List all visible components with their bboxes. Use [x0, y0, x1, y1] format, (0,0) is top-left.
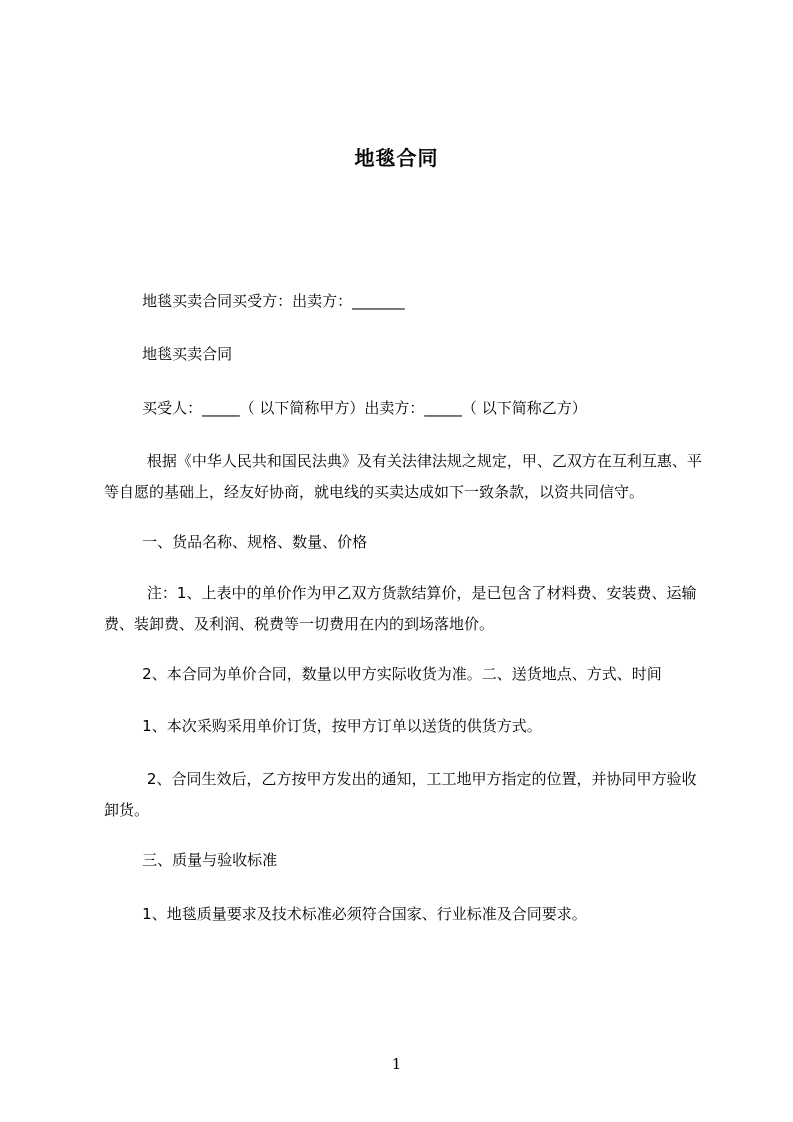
paragraph-note-price: 注：1、上表中的单价作为甲乙双方货款结算价，是已包含了材料费、安装费、运输费、装卸费、及利润、税费等一切费用在内的到场落地价。: [104, 584, 697, 633]
paragraph-buyer-seller: 买受人：_____（ 以下简称甲方）出卖方：_____（ 以下简称乙方）: [104, 399, 587, 417]
section-heading-goods: 一、货品名称、规格、数量、价格: [104, 533, 368, 551]
paragraph-ordering-method: 1、本次采购采用单价订货，按甲方订单以送货的供货方式。: [104, 717, 542, 735]
document-title: 地毯合同: [354, 146, 439, 170]
paragraph-delivery-acceptance: 2、合同生效后，乙方按甲方发出的通知，工工地甲方指定的位置，并协同甲方验收卸货。: [104, 770, 697, 819]
page-number: 1: [391, 1055, 402, 1073]
paragraph-parties-header: 地毯买卖合同买受方：出卖方：_______: [104, 292, 405, 310]
section-heading-quality: 三、质量与验收标准: [104, 851, 278, 869]
paragraph-quality-standard: 1、地毯质量要求及技术标准必须符合国家、行业标准及合同要求。: [104, 905, 587, 923]
paragraph-unit-price-contract: 2、本合同为单价合同，数量以甲方实际收货为准。二、送货地点、方式、时间: [104, 665, 662, 683]
paragraph-preamble: 根据《中华人民共和国民法典》及有关法律法规之规定，甲、乙双方在互利互惠、平等自愿的基础上，经友好协商，就电线的买卖达成如下一致条款，以资共同信守。: [104, 452, 702, 501]
paragraph-contract-name: 地毯买卖合同: [104, 345, 233, 363]
